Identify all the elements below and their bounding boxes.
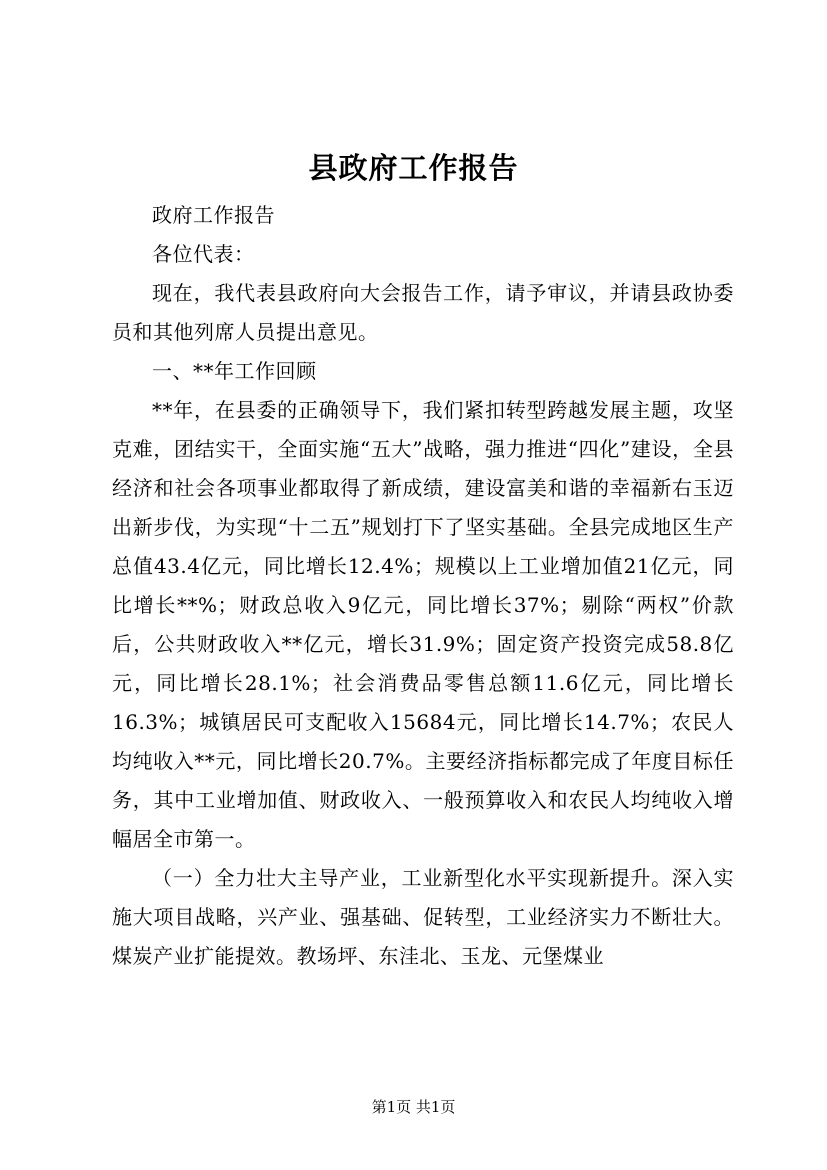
paragraph-intro: 现在，我代表县政府向大会报告工作，请予审议，并请县政协委员和其他列席人员提出意见。 <box>112 281 734 344</box>
paragraph-subtitle: 政府工作报告 <box>152 203 275 227</box>
document-title: 县政府工作报告 <box>308 151 519 185</box>
paragraph-salutation: 各位代表： <box>152 242 255 266</box>
page-footer: 第1页 共1页 <box>371 1098 456 1116</box>
paragraph-industry: （一）全力壮大主导产业，工业新型化水平实现新提升。深入实施大项目战略，兴产业、强基础、促转型，工业经济实力不断壮大。煤炭产业扩能提效。教场坪、东洼北、玉龙、元堡煤业 <box>112 866 734 968</box>
document-body <box>112 196 734 976</box>
section-heading: 一、**年工作回顾 <box>152 359 317 383</box>
paragraph-review: **年，在县委的正确领导下，我们紧扣转型跨越发展主题，攻坚克难，团结实干，全面实施“五大”战略，强力推进“四化”建设，全县经济和社会各项事业都取得了新成绩，建设富美和谐的幸福新右玉迈出新步伐，为实现“十二五”规划打下了坚实基础。全县完成地区生产总值43.4亿元，同比增长12.4%；规模以上工业增加值21亿元，同比增长**%；财政总收入9亿元，同比增长37%；剔除“两权”价款后，公共财政收入**亿元，增长31.9%；固定资产投资完成58.8亿元，同比增长28.1%；社会消费品零售总额11.6亿元，同比增长16.3%；城镇居民可支配收入15684元，同比增长14.7%；农民人均纯收入**元，同比增长20.7%。主要经济指标都完成了年度目标任务，其中工业增加值、财政收入、一般预算收入和农民人均纯收入增幅居全市第一。 <box>112 398 734 851</box>
